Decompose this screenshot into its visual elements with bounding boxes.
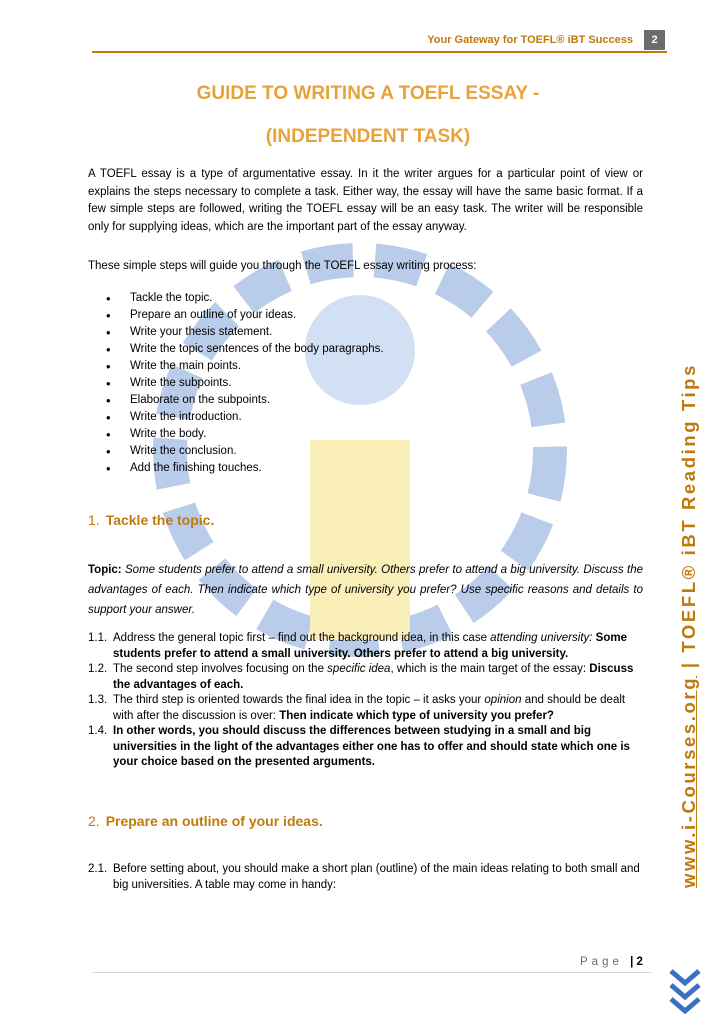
list-item xyxy=(88,724,648,771)
header-rule xyxy=(92,51,667,53)
list-item: • Write your thesis statement. xyxy=(88,324,384,341)
list-item: • Write the introduction. xyxy=(88,409,384,426)
item-number: 2.1. xyxy=(88,863,108,875)
item-number: 1.4. xyxy=(88,725,108,737)
list-item xyxy=(88,693,648,724)
item-text: Address the general topic first – find out the background idea, in this case xyxy=(113,632,491,644)
item-text: The second step involves focusing on the xyxy=(113,663,328,675)
item-text: and should be dealt with after the discussion is over: xyxy=(113,694,626,722)
header-page-number: 2 xyxy=(644,30,665,50)
side-banner xyxy=(678,258,700,888)
list-item: • Add the finishing touches. xyxy=(88,460,384,477)
item-bold: Then indicate which type of university you prefer? xyxy=(279,709,554,722)
list-item xyxy=(88,631,648,662)
item-text: Before setting about, you should make a short plan (outline) of the main ideas relating to both small and big universities. A table may come in handy: xyxy=(113,863,640,891)
item-emphasis: attending university: xyxy=(490,632,593,644)
footer-page-number: | 2 xyxy=(630,956,643,968)
list-item: • Write the topic sentences of the body paragraphs. xyxy=(88,341,384,358)
item-emphasis: opinion xyxy=(484,694,522,706)
item-bold: In other words, you should discuss the differences between studying in a small and big universities in the light of the advantages either one has to offer and should state which one is your choice based on the presented arguments. xyxy=(113,725,630,768)
topic-paragraph xyxy=(88,560,643,620)
footer-rule xyxy=(92,972,652,973)
item-number: 1.1. xyxy=(88,632,108,644)
side-tagline: | TOEFL® iBT Reading Tips xyxy=(678,363,699,676)
item-text: , which is the main target of the essay: xyxy=(390,663,590,675)
topic-label: Topic: xyxy=(88,564,122,576)
topic-text: Some students prefer to attend a small university. Others prefer to attend a big university. Discuss the advantages of each. Then indicate which type of university you prefer? Use specific reasons and details to support your answer. xyxy=(88,564,643,616)
list-item: • Write the main points. xyxy=(88,358,384,375)
steps-list xyxy=(88,290,384,477)
list-item xyxy=(88,662,648,693)
page-title-line2: (INDEPENDENT TASK) xyxy=(265,126,471,147)
list-item: • Write the subpoints. xyxy=(88,375,384,392)
list-item: • Write the body. xyxy=(88,426,384,443)
section-2-heading xyxy=(88,813,323,829)
section-number: 2. xyxy=(88,813,100,829)
page-title-line1: GUIDE TO WRITING A TOEFL ESSAY - xyxy=(196,83,540,104)
steps-intro: These simple steps will guide you through the TOEFL essay writing process: xyxy=(88,260,477,272)
list-item: • Tackle the topic. xyxy=(88,290,384,307)
intro-paragraph: A TOEFL essay is a type of argumentative essay. In it the writer argues for a particular point of view or explains the steps necessary to complete a task. Either way, the essay will have the same basic format. If a few simple steps are followed, writing the TOEFL essay will be an easy task. The writer will be responsible only for supplying ideas, which are the important part of the essay anyway. xyxy=(88,168,643,233)
page-footer xyxy=(580,956,643,968)
chevron-down-icon xyxy=(665,963,705,1023)
section-number: 1. xyxy=(88,512,100,528)
item-number: 1.3. xyxy=(88,694,108,706)
item-emphasis: specific idea xyxy=(327,663,391,675)
list-item: • Elaborate on the subpoints. xyxy=(88,392,384,409)
section-title: Prepare an outline of your ideas. xyxy=(105,813,323,829)
section-1-items xyxy=(88,631,648,771)
footer-label: Page xyxy=(580,956,623,968)
side-url-link[interactable]: www.i-Courses.org xyxy=(678,675,699,888)
item-bold: Some students prefer to attend a small university. Others prefer to attend a big university. xyxy=(113,632,627,660)
list-item xyxy=(88,862,648,893)
header-title: Your Gateway for TOEFL® iBT Success xyxy=(427,34,633,46)
list-item: • Write the conclusion. xyxy=(88,443,384,460)
item-number: 1.2. xyxy=(88,663,108,675)
item-bold: Discuss the advantages of each. xyxy=(113,663,634,691)
section-title: Tackle the topic. xyxy=(105,512,215,528)
list-item: • Prepare an outline of your ideas. xyxy=(88,307,384,324)
section-1-heading xyxy=(88,512,214,528)
section-2-items xyxy=(88,862,648,893)
item-text: The third step is oriented towards the final idea in the topic – it asks your xyxy=(113,694,485,706)
